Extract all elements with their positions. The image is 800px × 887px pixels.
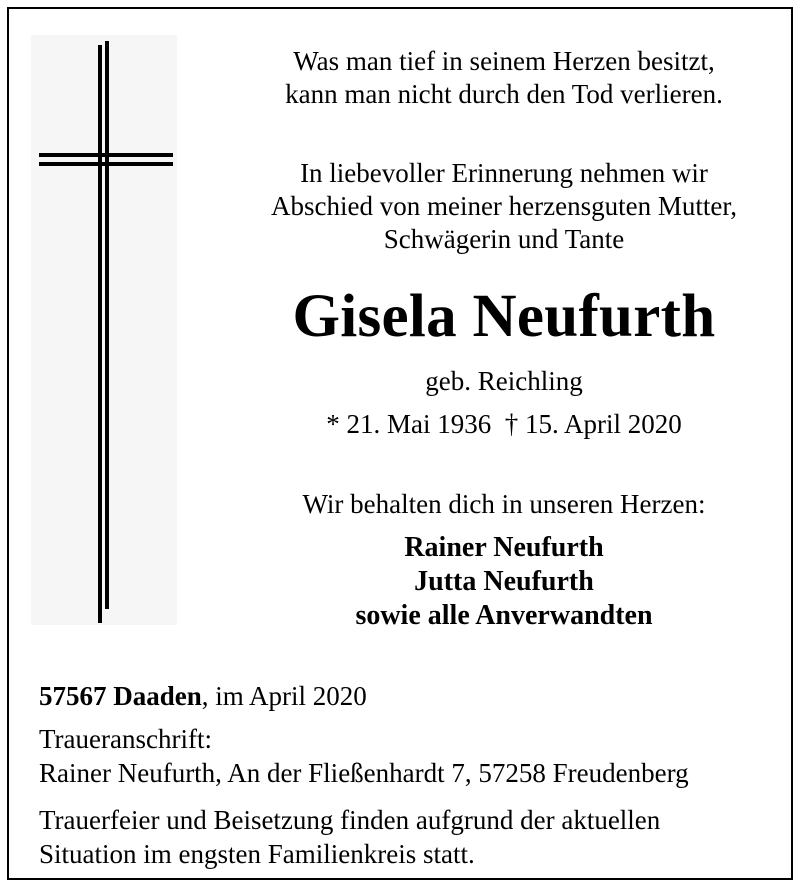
obituary-frame — [7, 7, 793, 880]
deceased-name: Gisela Neufurth — [292, 283, 716, 350]
ceremony-note — [39, 803, 799, 871]
address-text: Rainer Neufurth, An der Fließenhardt 7, 57258 Freudenberg — [39, 758, 689, 788]
intro-line: In liebevoller Erinnerung nehmen wir — [300, 158, 708, 188]
farewell-intro — [219, 157, 789, 256]
memorial-quote — [219, 45, 789, 111]
life-dates: * 21. Mai 1936 † 15. April 2020 — [326, 409, 682, 439]
quote-line: Was man tief in seinem Herzen besitzt, — [293, 46, 715, 76]
quote-line: kann man nicht durch den Tod verlieren. — [285, 79, 723, 109]
ceremony-line: Situation im engsten Familienkreis statt. — [39, 839, 475, 869]
mourning-address — [39, 722, 799, 790]
cross-horizontal-bar-bottom — [39, 162, 173, 166]
mourner-name: Jutta Neufurth — [414, 566, 594, 597]
intro-line: Abschied von meiner herzensguten Mutter, — [270, 191, 738, 221]
address-label: Traueranschrift: — [39, 724, 212, 754]
place-name: 57567 Daaden — [39, 681, 202, 711]
place-date: , im April 2020 — [201, 681, 367, 711]
ceremony-line: Trauerfeier und Beisetzung finden aufgrund der aktuellen — [39, 805, 661, 835]
cross-vertical-bar-right — [105, 41, 109, 609]
cross-horizontal-bar-top — [39, 153, 173, 157]
cross-vertical-bar-left — [98, 45, 102, 623]
maiden-name: geb. Reichling — [425, 366, 583, 396]
place-and-date — [39, 679, 799, 713]
cross-icon — [31, 35, 177, 625]
mourners-list — [219, 531, 789, 633]
mourner-name: Rainer Neufurth — [404, 532, 604, 563]
farewell-statement: Wir behalten dich in unseren Herzen: — [302, 489, 706, 519]
intro-line: Schwägerin und Tante — [383, 224, 625, 254]
mourner-name: sowie alle Anverwandten — [355, 600, 653, 631]
